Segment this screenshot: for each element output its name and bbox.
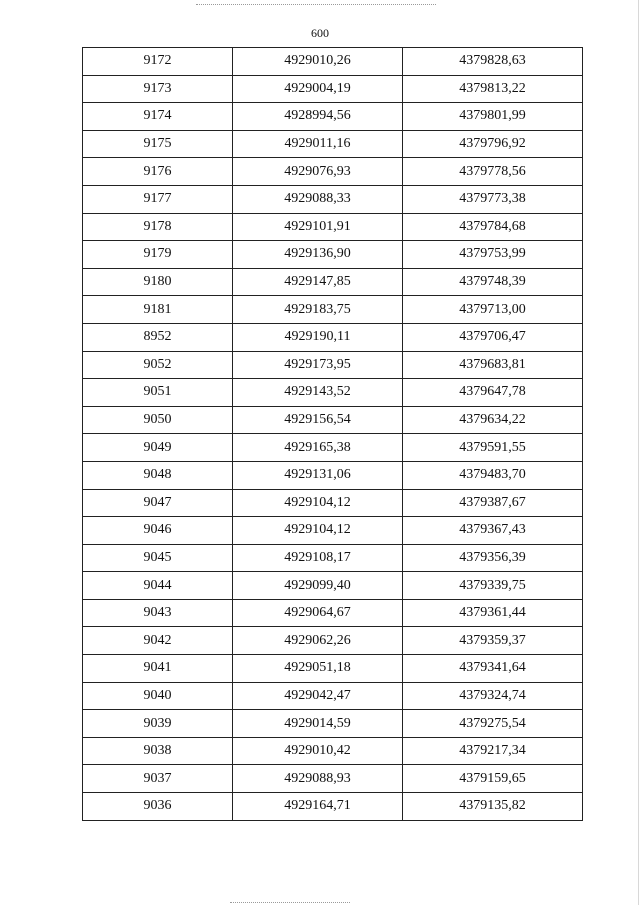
- x-coordinate-cell: 4929173,95: [233, 351, 403, 379]
- table-row: [83, 655, 583, 683]
- table-row: [83, 461, 583, 489]
- y-coordinate-cell: 4379591,55: [403, 434, 583, 462]
- table-row: [83, 682, 583, 710]
- y-coordinate-cell: 4379647,78: [403, 379, 583, 407]
- point-number-cell: 9050: [83, 406, 233, 434]
- point-number-cell: 9179: [83, 241, 233, 269]
- table-row: [83, 323, 583, 351]
- y-coordinate-cell: 4379748,39: [403, 268, 583, 296]
- x-coordinate-cell: 4929088,93: [233, 765, 403, 793]
- y-coordinate-cell: 4379359,37: [403, 627, 583, 655]
- x-coordinate-cell: 4929131,06: [233, 461, 403, 489]
- table-row: [83, 268, 583, 296]
- point-number-cell: 9041: [83, 655, 233, 683]
- point-number-cell: 8952: [83, 323, 233, 351]
- x-coordinate-cell: 4929165,38: [233, 434, 403, 462]
- point-number-cell: 9042: [83, 627, 233, 655]
- y-coordinate-cell: 4379683,81: [403, 351, 583, 379]
- point-number-cell: 9180: [83, 268, 233, 296]
- point-number-cell: 9176: [83, 158, 233, 186]
- x-coordinate-cell: 4929064,67: [233, 599, 403, 627]
- point-number-cell: 9045: [83, 544, 233, 572]
- y-coordinate-cell: 4379387,67: [403, 489, 583, 517]
- x-coordinate-cell: 4929104,12: [233, 517, 403, 545]
- y-coordinate-cell: 4379706,47: [403, 323, 583, 351]
- x-coordinate-cell: 4929136,90: [233, 241, 403, 269]
- y-coordinate-cell: 4379135,82: [403, 793, 583, 821]
- x-coordinate-cell: 4929076,93: [233, 158, 403, 186]
- y-coordinate-cell: 4379159,65: [403, 765, 583, 793]
- table-row: [83, 75, 583, 103]
- point-number-cell: 9173: [83, 75, 233, 103]
- point-number-cell: 9038: [83, 737, 233, 765]
- point-number-cell: 9175: [83, 130, 233, 158]
- point-number-cell: 9047: [83, 489, 233, 517]
- table-row: [83, 241, 583, 269]
- table-row: [83, 793, 583, 821]
- coordinates-table-body: [83, 48, 583, 821]
- x-coordinate-cell: 4929099,40: [233, 572, 403, 600]
- y-coordinate-cell: 4379356,39: [403, 544, 583, 572]
- point-number-cell: 9174: [83, 103, 233, 131]
- table-row: [83, 130, 583, 158]
- x-coordinate-cell: 4929010,42: [233, 737, 403, 765]
- point-number-cell: 9043: [83, 599, 233, 627]
- scan-edge-mark-top: [196, 4, 436, 5]
- point-number-cell: 9052: [83, 351, 233, 379]
- x-coordinate-cell: 4929088,33: [233, 185, 403, 213]
- point-number-cell: 9048: [83, 461, 233, 489]
- y-coordinate-cell: 4379634,22: [403, 406, 583, 434]
- x-coordinate-cell: 4929014,59: [233, 710, 403, 738]
- table-row: [83, 213, 583, 241]
- y-coordinate-cell: 4379324,74: [403, 682, 583, 710]
- x-coordinate-cell: 4929042,47: [233, 682, 403, 710]
- x-coordinate-cell: 4929010,26: [233, 48, 403, 76]
- page-number: 600: [311, 26, 329, 40]
- x-coordinate-cell: 4929051,18: [233, 655, 403, 683]
- y-coordinate-cell: 4379217,34: [403, 737, 583, 765]
- table-row: [83, 158, 583, 186]
- table-row: [83, 296, 583, 324]
- table-row: [83, 406, 583, 434]
- y-coordinate-cell: 4379773,38: [403, 185, 583, 213]
- table-row: [83, 544, 583, 572]
- y-coordinate-cell: 4379753,99: [403, 241, 583, 269]
- point-number-cell: 9049: [83, 434, 233, 462]
- scan-edge-mark-bottom: [230, 902, 350, 903]
- x-coordinate-cell: 4929164,71: [233, 793, 403, 821]
- x-coordinate-cell: 4929143,52: [233, 379, 403, 407]
- table-row: [83, 517, 583, 545]
- table-row: [83, 572, 583, 600]
- y-coordinate-cell: 4379813,22: [403, 75, 583, 103]
- y-coordinate-cell: 4379801,99: [403, 103, 583, 131]
- table-row: [83, 710, 583, 738]
- x-coordinate-cell: 4929147,85: [233, 268, 403, 296]
- table-row: [83, 489, 583, 517]
- scan-edge-mark-right: [638, 0, 639, 905]
- x-coordinate-cell: 4928994,56: [233, 103, 403, 131]
- y-coordinate-cell: 4379828,63: [403, 48, 583, 76]
- table-row: [83, 48, 583, 76]
- x-coordinate-cell: 4929190,11: [233, 323, 403, 351]
- y-coordinate-cell: 4379483,70: [403, 461, 583, 489]
- y-coordinate-cell: 4379341,64: [403, 655, 583, 683]
- x-coordinate-cell: 4929156,54: [233, 406, 403, 434]
- y-coordinate-cell: 4379275,54: [403, 710, 583, 738]
- x-coordinate-cell: 4929104,12: [233, 489, 403, 517]
- x-coordinate-cell: 4929062,26: [233, 627, 403, 655]
- point-number-cell: 9039: [83, 710, 233, 738]
- point-number-cell: 9051: [83, 379, 233, 407]
- y-coordinate-cell: 4379778,56: [403, 158, 583, 186]
- table-row: [83, 379, 583, 407]
- y-coordinate-cell: 4379713,00: [403, 296, 583, 324]
- table-row: [83, 185, 583, 213]
- point-number-cell: 9178: [83, 213, 233, 241]
- y-coordinate-cell: 4379339,75: [403, 572, 583, 600]
- point-number-cell: 9040: [83, 682, 233, 710]
- coordinates-table: [82, 47, 583, 821]
- point-number-cell: 9044: [83, 572, 233, 600]
- point-number-cell: 9181: [83, 296, 233, 324]
- y-coordinate-cell: 4379367,43: [403, 517, 583, 545]
- table-row: [83, 599, 583, 627]
- x-coordinate-cell: 4929004,19: [233, 75, 403, 103]
- x-coordinate-cell: 4929108,17: [233, 544, 403, 572]
- point-number-cell: 9036: [83, 793, 233, 821]
- point-number-cell: 9177: [83, 185, 233, 213]
- y-coordinate-cell: 4379796,92: [403, 130, 583, 158]
- table-row: [83, 103, 583, 131]
- point-number-cell: 9046: [83, 517, 233, 545]
- point-number-cell: 9037: [83, 765, 233, 793]
- x-coordinate-cell: 4929101,91: [233, 213, 403, 241]
- y-coordinate-cell: 4379361,44: [403, 599, 583, 627]
- table-row: [83, 434, 583, 462]
- table-row: [83, 351, 583, 379]
- x-coordinate-cell: 4929183,75: [233, 296, 403, 324]
- table-row: [83, 737, 583, 765]
- table-row: [83, 627, 583, 655]
- y-coordinate-cell: 4379784,68: [403, 213, 583, 241]
- table-row: [83, 765, 583, 793]
- x-coordinate-cell: 4929011,16: [233, 130, 403, 158]
- point-number-cell: 9172: [83, 48, 233, 76]
